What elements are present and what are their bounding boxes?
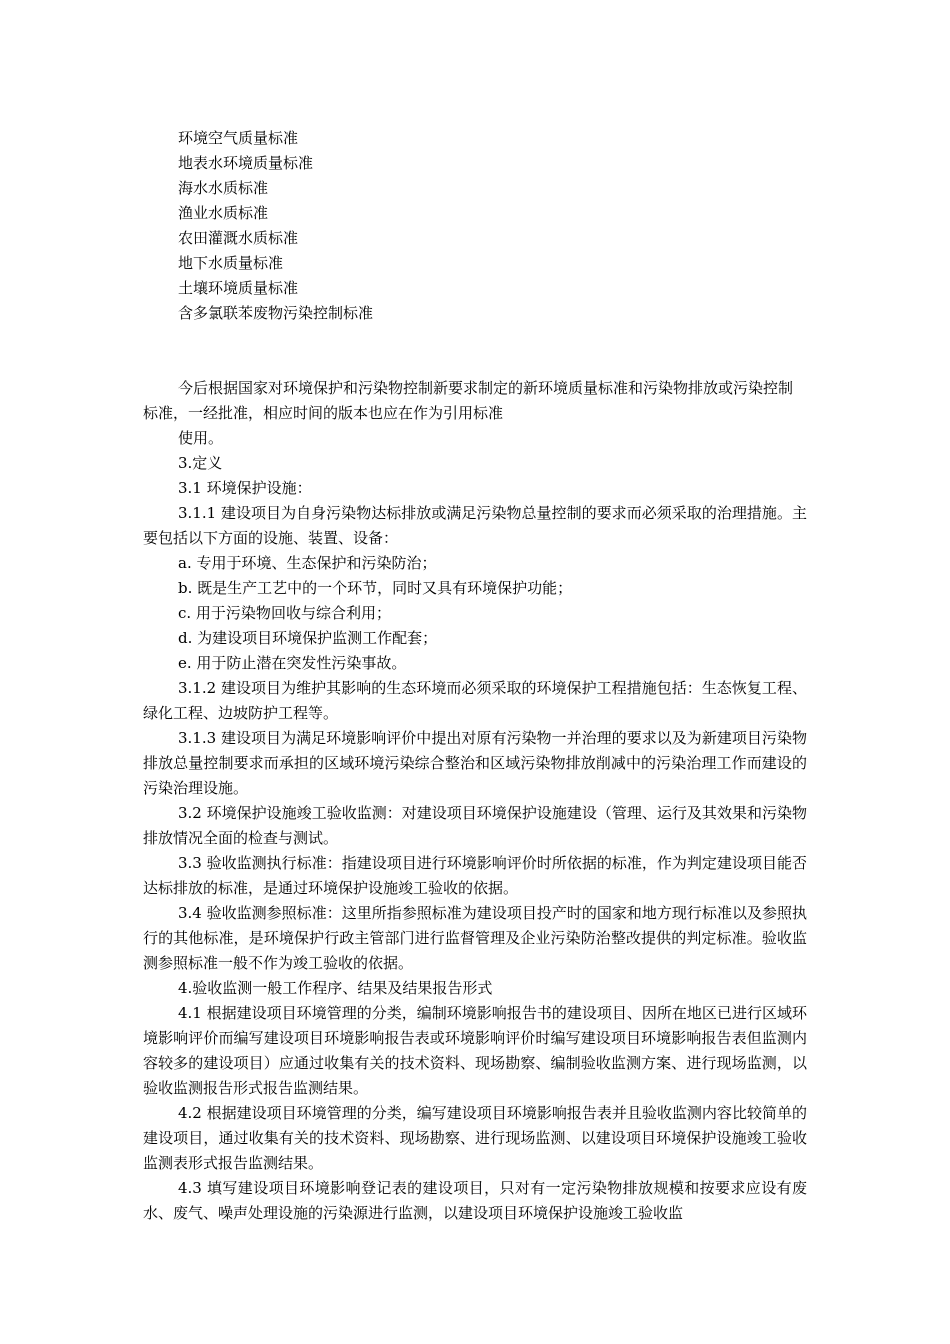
- paragraph-3-1-2: 3.1.2 建设项目为维护其影响的生态环境而必须采取的环境保护工程措施包括：生态恢复工程、绿化工程、边坡防护工程等。: [143, 679, 807, 722]
- paragraph-reference-note-end: 使用。: [178, 429, 224, 447]
- paragraph-3-1-3: 3.1.3 建设项目为满足环境影响评价中提出对原有污染物一并治理的要求以及为新建项目污染物排放总量控制要求而承担的区域环境污染综合整治和区域污染物排放削减中的污染治理工作而建设的污染治理设施。: [143, 729, 807, 797]
- standards-list: [178, 126, 778, 326]
- list-item-c: c. 用于污染物回收与综合利用；: [178, 604, 391, 622]
- paragraph-3-3: 3.3 验收监测执行标准：指建设项目进行环境影响评价时所依据的标准，作为判定建设项目能否达标排放的标准，是通过环境保护设施竣工验收的依据。: [143, 854, 807, 897]
- paragraph-3-1-1: 3.1.1 建设项目为自身污染物达标排放或满足污染物总量控制的要求而必须采取的治理措施。主要包括以下方面的设施、装置、设备：: [143, 504, 807, 547]
- paragraph-3-2: 3.2 环境保护设施竣工验收监测：对建设项目环境保护设施建设（管理、运行及其效果和污染物排放情况全面的检查与测试。: [143, 804, 807, 847]
- document-body: [143, 376, 807, 1226]
- list-item: 渔业水质标准: [178, 204, 269, 222]
- section-heading-procedures: 4.验收监测一般工作程序、结果及结果报告形式: [178, 979, 493, 997]
- paragraph-4-2: 4.2 根据建设项目环境管理的分类，编写建设项目环境影响报告表并且验收监测内容比较简单的建设项目，通过收集有关的技术资料、现场勘察、进行现场监测、以建设项目环境保护设施竣工验收监测表形式报告监测结果。: [143, 1104, 807, 1172]
- list-item: 含多氯联苯废物污染控制标准: [178, 304, 374, 322]
- list-item-b: b. 既是生产工艺中的一个环节，同时又具有环境保护功能；: [178, 579, 573, 597]
- list-item: 地下水质量标准: [178, 254, 284, 272]
- section-heading-definitions: 3.定义: [178, 454, 223, 472]
- paragraph-reference-note: 今后根据国家对环境保护和污染物控制新要求制定的新环境质量标准和污染物排放或污染控制标准，一经批准，相应时间的版本也应在作为引用标准: [143, 379, 794, 422]
- list-item: 农田灌溉水质标准: [178, 229, 299, 247]
- list-item-e: e. 用于防止潜在突发性污染事故。: [178, 654, 407, 672]
- list-item-a: a. 专用于环境、生态保护和污染防治；: [178, 554, 437, 572]
- paragraph-4-1: 4.1 根据建设项目环境管理的分类，编制环境影响报告书的建设项目、因所在地区已进行区域环境影响评价而编写建设项目环境影响报告表或环境影响评价时编写建设项目环境影响报告表但监测内容较多的建设项目）应通过收集有关的技术资料、现场勘察、编制验收监测方案、进行现场监测，以验收监测报告形式报告监测结果。: [143, 1004, 807, 1097]
- paragraph-4-3: 4.3 填写建设项目环境影响登记表的建设项目，只对有一定污染物排放规模和按要求应设有废水、废气、噪声处理设施的污染源进行监测，以建设项目环境保护设施竣工验收监: [143, 1179, 807, 1222]
- list-item-d: d. 为建设项目环境保护监测工作配套；: [178, 629, 438, 647]
- list-item: 地表水环境质量标准: [178, 154, 314, 172]
- subsection-heading-3-1: 3.1 环境保护设施：: [178, 479, 312, 497]
- paragraph-3-4: 3.4 验收监测参照标准：这里所指参照标准为建设项目投产时的国家和地方现行标准以及参照执行的其他标准，是环境保护行政主管部门进行监督管理及企业污染防治整改提供的判定标准。验收监测参照标准一般不作为竣工验收的依据。: [143, 904, 807, 972]
- list-item: 海水水质标准: [178, 179, 269, 197]
- list-item: 环境空气质量标准: [178, 129, 299, 147]
- list-item: 土壤环境质量标准: [178, 279, 299, 297]
